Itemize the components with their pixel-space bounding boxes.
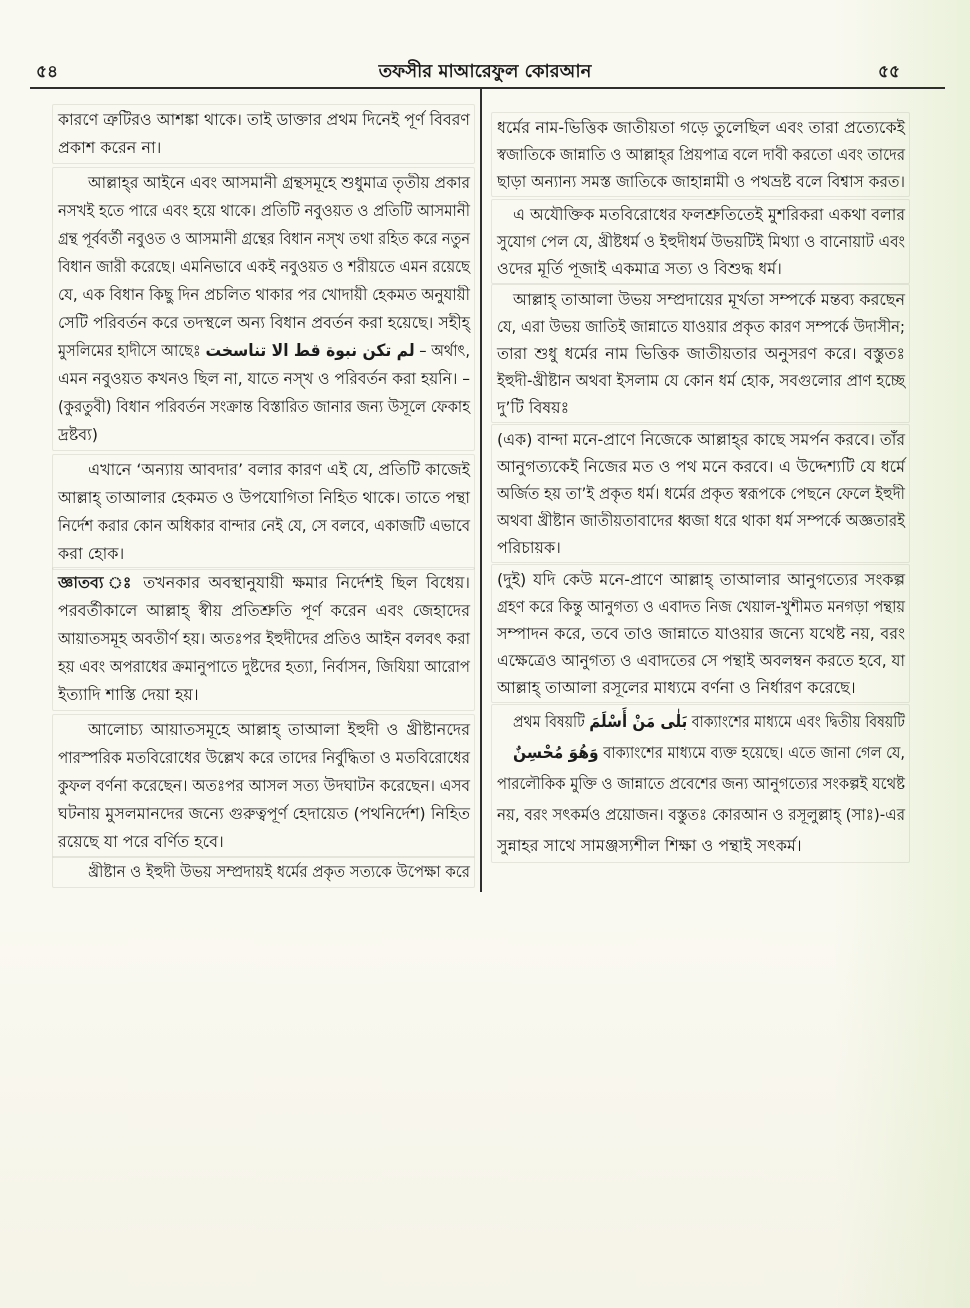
- line-text: গ্রহণ করে কিন্তু আনুগত্য ও এবাদত নিজ খেয়াল-খুশীমত মনগড়া পন্থায়: [497, 597, 905, 616]
- text-line: [497, 799, 905, 830]
- line-text: কুফল বর্ণনা করেছেন। অতঃপর আসল সত্য উদঘাটন করেছেন। এসব: [58, 776, 470, 795]
- text-line: [497, 593, 905, 620]
- text-line: [497, 394, 905, 421]
- line-text: এমন নবুওয়ত কখনও ছিল না, যাতে নস্‌খ ও পরিবর্তন করা হয়নি। –: [58, 369, 470, 388]
- line-text: নির্দেশ করার কোন অধিকার বান্দার নেই যে, সে বলবে, একাজটি এভাবে: [58, 516, 470, 535]
- line-text: নসখই হতে পারে এবং হয়ে থাকে। প্রতিটি নবুওয়ত ও প্রতিটি আসমানী: [58, 201, 470, 220]
- text-line: [58, 365, 470, 393]
- paragraph: [497, 201, 905, 282]
- paragraph: [497, 114, 905, 195]
- line-text: যে, এক বিধান কিছু দিন প্রচলিত থাকার পর খোদায়ী হেকমত অনুযায়ী: [58, 285, 470, 304]
- text-line: [58, 772, 470, 800]
- line-text: পরবর্তীকালে আল্লাহ্ স্বীয় প্রতিশ্রুতি পূর্ণ করেন এবং জেহাদের: [58, 601, 470, 620]
- line-text: রয়েছে যা পরে বর্ণিত হবে।: [58, 832, 224, 851]
- text-line: [58, 337, 470, 365]
- line-text: সুন্নাহর সাথে সামঞ্জস্যশীল শিক্ষা ও পন্থাই সৎকর্ম।: [497, 836, 802, 855]
- line-text: হয় এবং অপরাধের ক্রমানুপাতে দুষ্টদের হত্যা, নির্বাসন, জিযিয়া আরোপ: [58, 657, 470, 676]
- text-line: [513, 286, 905, 313]
- column-divider: [480, 89, 482, 892]
- text-line: [58, 309, 470, 337]
- line-text: সেটি পরিবর্তন করে তদস্থলে অন্য বিধান প্রবর্তন করা হয়েছে। সহীহ্: [58, 313, 470, 332]
- line-text: ছাড়া অন্যান্য সমস্ত জাতিকে জাহান্নামী ও পথভ্রষ্ট বলে বিশ্বাস করত।: [497, 172, 905, 191]
- text-line: [58, 597, 470, 625]
- line-text: গ্রন্থ পূর্ববর্তী নবুওত ও আসমানী গ্রন্থের বিধান নস্‌খ তথা রহিত করে নতুন: [58, 229, 470, 248]
- text-line: [88, 858, 470, 886]
- text-line: [58, 625, 470, 653]
- text-line: [88, 169, 470, 197]
- text-line: [497, 367, 905, 394]
- line-text: ইত্যাদি শাস্তি দেয়া হয়।: [58, 685, 199, 704]
- line-text: বাক্যাংশের মাধ্যমে ব্যক্ত হয়েছে। এতে জানা গেল যে,: [603, 743, 905, 762]
- line-text: সুযোগ পেল যে, খ্রীষ্টধর্ম ও ইহুদীধর্ম উভয়টিই মিথ্যা ও বানোয়াট এবং: [497, 232, 905, 251]
- line-text: খ্রীষ্টান ও ইহুদী উভয় সম্প্রদায়ই ধর্মের প্রকৃত সত্যকে উপেক্ষা করে: [88, 862, 470, 881]
- text-line: [497, 768, 905, 799]
- line-text: পারলৌকিক মুক্তি ও জান্নাতে প্রবেশের জন্য আনুগত্যের সংকল্পই যথেষ্ট: [497, 774, 905, 793]
- text-line: [58, 134, 470, 162]
- paragraph: [497, 426, 905, 561]
- text-line: [88, 456, 470, 484]
- note-label: জ্ঞাতব্য ঃ: [58, 573, 135, 592]
- text-line: [513, 201, 905, 228]
- line-text: আয়াতসমূহ অবতীর্ণ হয়। অতঃপর ইহুদীদের প্রতিও আইন বলবৎ করা: [58, 629, 470, 648]
- line-text: আল্লাহ্ তাআলা উভয় সম্প্রদায়ের মূর্খতা সম্পর্কে মন্তব্য করছেন: [513, 290, 905, 309]
- line-text: (এক) বান্দা মনে-প্রাণে নিজেকে আল্লাহ্‌র কাছে সমর্পন করবে। তাঁর: [497, 430, 905, 449]
- line-content: [513, 737, 905, 769]
- line-text: স্বজাতিকে জান্নাতি ও আল্লাহ্‌র প্রিয়পাত্র বলে দাবী করতো এবং তাদের: [497, 145, 905, 164]
- line-text: পারস্পরিক মতবিরোধের উল্লেখ করে তাদের নির্বুদ্ধিতা ও মতবিরোধের: [58, 748, 470, 767]
- line-text: তারা শুধু ধর্মের নাম ভিত্তিক জাতীয়তার অনুসরণ করে। বস্তুতঃ: [497, 344, 905, 363]
- text-line: [58, 225, 470, 253]
- text-line: [497, 566, 905, 593]
- text-line: [58, 681, 470, 709]
- line-text: দু’টি বিষয়ঃ: [497, 398, 570, 417]
- line-text: আল্লাহ্ তাআলার হেকমত ও উপযোগিতা নিহিত থাকে। তাতে পন্থা: [58, 488, 470, 507]
- line-text: দ্রষ্টব্য): [58, 425, 99, 444]
- text-line: [497, 228, 905, 255]
- line-content: [58, 337, 470, 365]
- text-line: [497, 426, 905, 453]
- arabic-quote: لم تكن نبوة قط الا تناسخت: [205, 341, 415, 361]
- text-line: [497, 674, 905, 701]
- text-line: [58, 393, 470, 421]
- line-text: প্রকাশ করেন না।: [58, 138, 162, 157]
- line-text: এখানে ‘অন্যায় আবদার’ বলার কারণ এই যে, প্রতিটি কাজেই: [88, 460, 470, 479]
- line-text: তখনকার অবস্থানুযায়ী ক্ষমার নির্দেশই ছিল বিধেয়।: [143, 573, 470, 592]
- text-line: [497, 453, 905, 480]
- paragraph: [58, 569, 470, 709]
- line-text: আনুগত্যকেই নিজের মত ও পথ মনে করবে। এ উদ্দেশ্যটি যে ধর্মে: [497, 457, 905, 476]
- line-text: প্রথম বিষয়টি: [513, 712, 585, 731]
- text-line: [497, 620, 905, 647]
- text-line: [497, 830, 905, 861]
- line-text: ঘটনায় মুসলমানদের জন্যে গুরুত্বপূর্ণ হেদায়েত (পথনির্দেশ) নিহিত: [58, 804, 470, 823]
- text-line: [58, 800, 470, 828]
- line-text: অথবা খ্রীষ্টান জাতীয়তাবাদের ধ্বজা ধরে থাকা ধর্ম সম্পর্কে অজ্ঞতারই: [497, 511, 905, 530]
- text-line: [513, 706, 905, 737]
- line-text: পরিচায়ক।: [497, 538, 561, 557]
- line-text: আল্লাহ্ তাআলা রসূলের মাধ্যমে বর্ণনা ও নির্ধারণ করেছে।: [497, 678, 856, 697]
- paragraph: [497, 706, 905, 861]
- text-line: [88, 716, 470, 744]
- text-line: [58, 197, 470, 225]
- text-line: [58, 744, 470, 772]
- line-content: [58, 569, 470, 597]
- text-line: [497, 480, 905, 507]
- line-text: বিধান জারী করেছে। এমনিভাবে একই নবুওয়ত ও শরীয়তে এমন রয়েছে: [58, 257, 470, 276]
- text-line: [58, 421, 470, 449]
- line-text: এক্ষেত্রেও আনুগত্য ও এবাদতের সে পন্থাই অবলম্বন করতে হবে, যা: [497, 651, 905, 670]
- text-line: [58, 569, 470, 597]
- line-content: [513, 706, 905, 738]
- line-text: (কুরতুবী) বিধান পরিবর্তন সংক্রান্ত বিস্তারিত জানার জন্য উসূলে ফেকাহ: [58, 397, 470, 416]
- text-line: [497, 534, 905, 561]
- page-number-left: ৫৪: [36, 62, 59, 82]
- paragraph: [58, 858, 470, 886]
- paragraph: [58, 716, 470, 856]
- line-text: এ অযৌক্তিক মতবিরোধের ফলশ্রুতিতেই মুশরিকরা একথা বলার: [513, 205, 905, 224]
- line-text: আল্লাহ্‌র আইনে এবং আসমানী গ্রন্থসমূহে শুধুমাত্র তৃতীয় প্রকার: [88, 173, 470, 192]
- line-text: বাক্যাংশের মাধ্যমে এবং দ্বিতীয় বিষয়টি: [691, 712, 905, 731]
- line-text: ধর্মের নাম-ভিত্তিক জাতীয়তা গড়ে তুলেছিল এবং তারা প্রত্যেকেই: [497, 118, 905, 137]
- left-column: [58, 0, 470, 1308]
- line-text: নয়, বরং সৎকর্মও প্রয়োজন। বস্তুতঃ কোরআন ও রসূলুল্লাহ্ (সাঃ)-এর: [497, 805, 905, 824]
- text-line: [497, 340, 905, 367]
- line-text: কারণে ত্রুটিরও আশঙ্কা থাকে। তাই ডাক্তার প্রথম দিনেই পূর্ণ বিবরণ: [58, 110, 470, 129]
- text-line: [497, 507, 905, 534]
- text-line: [58, 512, 470, 540]
- text-line: [497, 647, 905, 674]
- running-title: তফসীর মাআরেফুল কোরআন: [378, 61, 592, 82]
- page-number-right: ৫৫: [878, 62, 901, 82]
- line-text: – অর্থাৎ,: [419, 341, 470, 360]
- text-line: [58, 253, 470, 281]
- line-text: (দুই) যদি কেউ মনে-প্রাণে আল্লাহ্ তাআলার আনুগত্যের সংকল্প: [497, 570, 905, 589]
- text-line: [497, 141, 905, 168]
- text-line: [58, 281, 470, 309]
- line-text: ওদের মূর্তি পূজাই একমাত্র সত্য ও বিশুদ্ধ ধর্ম।: [497, 259, 782, 278]
- text-line: [58, 484, 470, 512]
- text-line: [58, 828, 470, 856]
- text-line: [513, 737, 905, 768]
- text-line: [58, 106, 470, 134]
- line-text: মুসলিমের হাদীসে আছেঃ: [58, 341, 201, 360]
- line-text: যে, এরা উভয় জাতিই জান্নাতে যাওয়ার প্রকৃত কারণ সম্পর্কে উদাসীন;: [497, 317, 905, 336]
- paragraph: [497, 566, 905, 701]
- arabic-quote: بَلٰى مَنْ أَسْلَمَ: [589, 712, 688, 732]
- paragraph: [58, 106, 470, 162]
- text-line: [58, 653, 470, 681]
- arabic-quote: وَهُوَ مُحْسِنٌ: [513, 743, 599, 763]
- paragraph: [58, 456, 470, 568]
- text-line: [497, 168, 905, 195]
- text-line: [58, 540, 470, 568]
- line-text: অর্জিত হয় তা’ই প্রকৃত ধর্ম। ধর্মের প্রকৃত স্বরূপকে পেছনে ফেলে ইহুদী: [497, 484, 905, 503]
- paragraph: [497, 286, 905, 421]
- paragraph: [58, 169, 470, 449]
- line-text: সম্পাদন করে, তবে তাও জান্নাতে যাওয়ার জন্যে যথেষ্ট নয়, বরং: [497, 624, 905, 643]
- line-text: করা হোক।: [58, 544, 125, 563]
- right-column: [497, 0, 905, 1308]
- text-line: [497, 313, 905, 340]
- line-text: ইহুদী-খ্রীষ্টান অথবা ইসলাম যে কোন ধর্ম হোক, সবগুলোর প্রাণ হচ্ছে: [497, 371, 905, 390]
- text-line: [497, 114, 905, 141]
- text-line: [497, 255, 905, 282]
- line-text: আলোচ্য আয়াতসমূহে আল্লাহ্ তাআলা ইহুদী ও খ্রীষ্টানদের: [88, 720, 470, 739]
